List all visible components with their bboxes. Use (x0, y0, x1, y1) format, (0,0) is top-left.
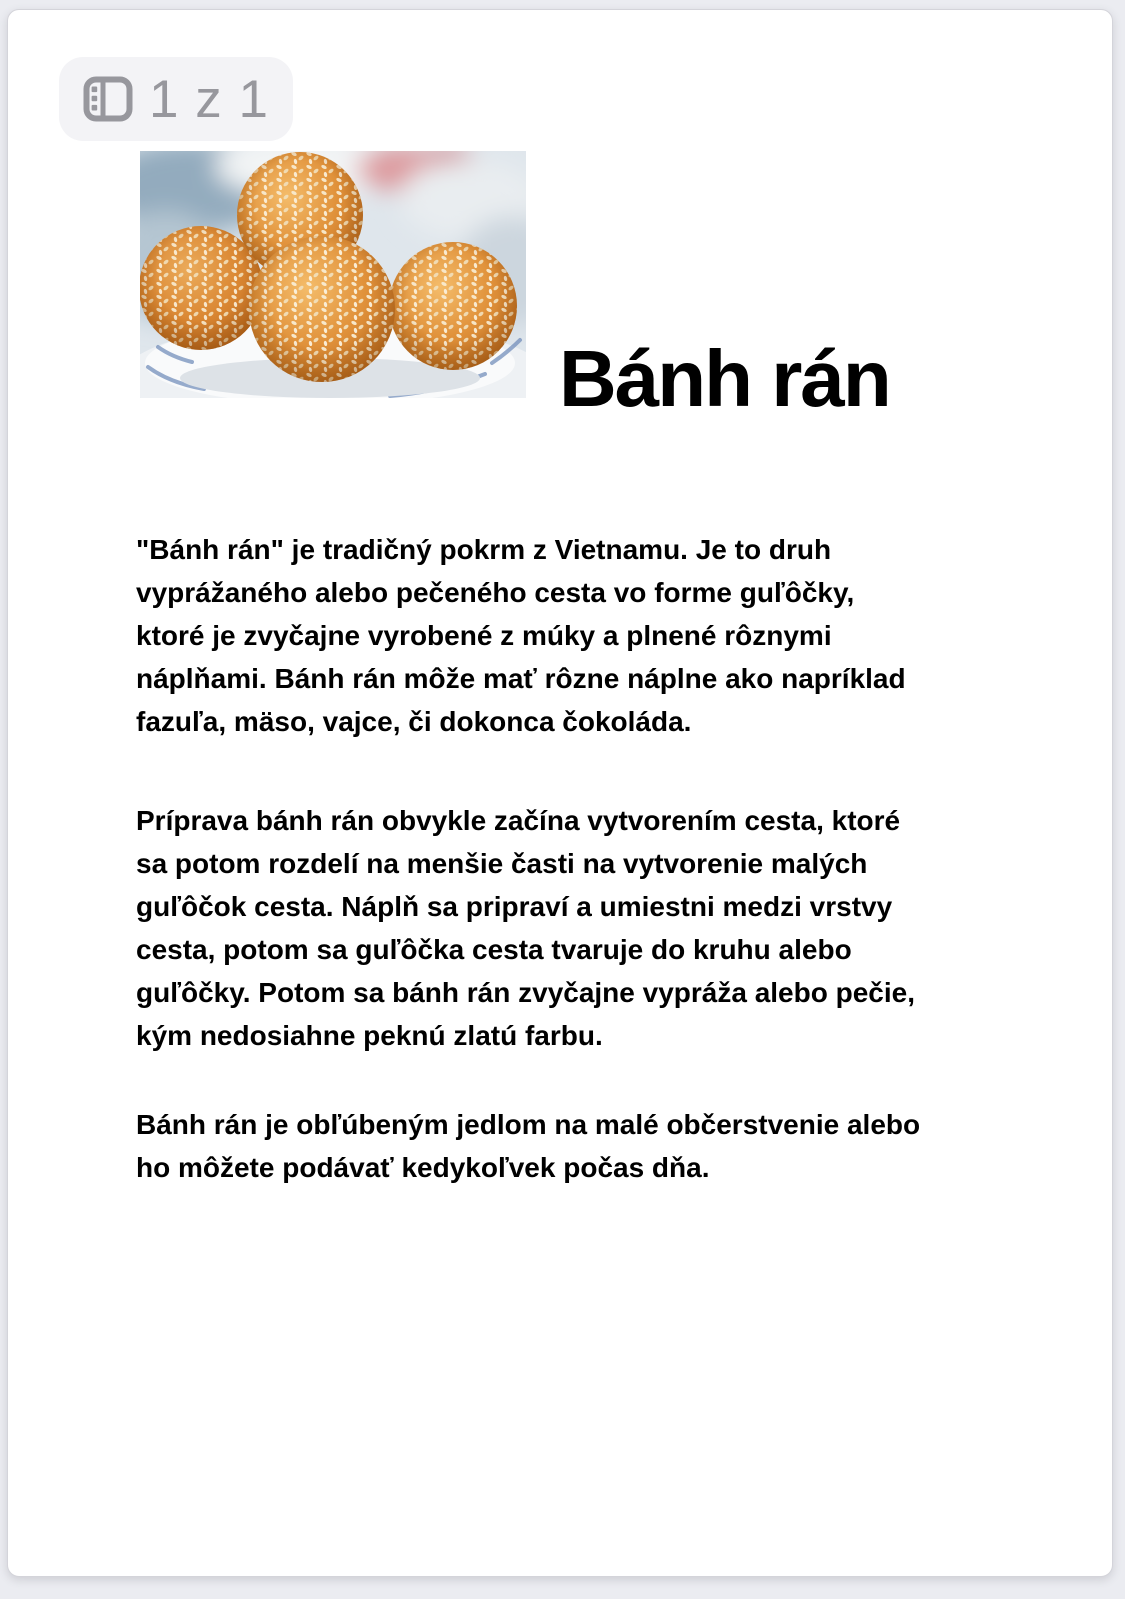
text-line: vyprážaného alebo pečeného cesta vo forme guľôčky, (136, 577, 855, 608)
text-line: sa potom rozdelí na menšie časti na vytvorenie malých (136, 848, 868, 879)
sesame-balls-photo-image (140, 151, 526, 398)
paragraph-2 (136, 799, 996, 1057)
sesame-balls-photo (140, 151, 526, 398)
text-line: fazuľa, mäso, vajce, či dokonca čokoláda. (136, 706, 692, 737)
sesame-ball-right (389, 242, 517, 370)
page-indicator-badge[interactable] (59, 57, 293, 141)
text-line: Bánh rán je obľúbeným jedlom na malé občerstvenie alebo (136, 1109, 921, 1140)
document-title: Bánh rán (559, 334, 890, 423)
document-page (7, 9, 1113, 1577)
text-line: ho môžete podávať kedykoľvek počas dňa. (136, 1152, 710, 1183)
text-line: "Bánh rán" je tradičný pokrm z Vietnamu. Je to druh (136, 534, 832, 565)
paragraph-3 (136, 1103, 996, 1189)
text-line: guľôčok cesta. Náplň sa pripraví a umiestni medzi vrstvy (136, 891, 893, 922)
thumbnails-panel-icon (83, 76, 133, 122)
text-line: kým nedosiahne peknú zlatú farbu. (136, 1020, 603, 1051)
text-line: náplňami. Bánh rán môže mať rôzne náplne ako napríklad (136, 663, 906, 694)
text-line: cesta, potom sa guľôčka cesta tvaruje do kruhu alebo (136, 934, 852, 965)
paragraph-1 (136, 528, 996, 743)
text-line: guľôčky. Potom sa bánh rán zvyčajne vypráža alebo pečie, (136, 977, 915, 1008)
page-indicator-label: 1 z 1 (149, 69, 269, 129)
sesame-ball-front (249, 236, 395, 382)
text-line: Príprava bánh rán obvykle začína vytvorením cesta, ktoré (136, 805, 901, 836)
text-line: ktoré je zvyčajne vyrobené z múky a plnené rôznymi (136, 620, 832, 651)
document-body (136, 528, 996, 1189)
